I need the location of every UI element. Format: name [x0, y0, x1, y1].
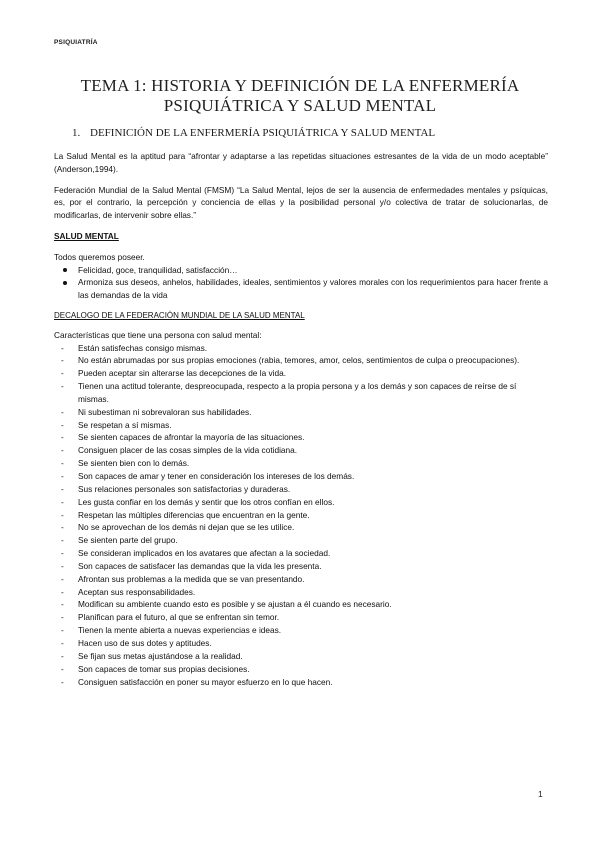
bullet-item: Armoniza sus deseos, anhelos, habilidades, ideales, sentimientos y valores morales con los requerimientos para hacer frente a las demandas de la vida [54, 276, 548, 302]
decalogo-item: - Son capaces de satisfacer las demandas que la vida les presenta. [54, 560, 548, 573]
document-body [54, 150, 548, 688]
page-title-line-1: TEMA 1: HISTORIA Y DEFINICIÓN DE LA ENFERMERÍA [80, 76, 520, 95]
decalogo-intro: Características que tiene una persona con salud mental: [54, 329, 262, 340]
decalogo-item: - Planifican para el futuro, al que se enfrentan sin temor. [54, 611, 548, 624]
decalogo-item: - Se consideran implicados en los avatares que afectan a la sociedad. [54, 547, 548, 560]
running-header: PSIQUIATRÍA [54, 39, 98, 46]
page-title-line-2: PSIQUIÁTRICA Y SALUD MENTAL [163, 96, 437, 115]
decalogo-item: - Se fijan sus metas ajustándose a la realidad. [54, 650, 548, 663]
decalogo-item: - Les gusta confiar en los demás y sentir que los otros confían en ellos. [54, 496, 548, 509]
decalogo-item: - Se respetan a sí mismas. [54, 419, 548, 432]
definition-paragraph: La Salud Mental es la aptitud para “afrontar y adaptarse a las repetidas situaciones estresantes de la vida de un modo aceptable” (Anderson,1994). [54, 151, 548, 174]
salud-mental-bullet-list [54, 264, 548, 302]
decalogo-item: - Hacen uso de sus dotes y aptitudes. [54, 637, 548, 650]
bullet-item: Felicidad, goce, tranquilidad, satisfacción… [54, 264, 548, 277]
decalogo-item: - No están abrumadas por sus propias emociones (rabia, temores, amor, celos, sentimientos de culpa o preocupaciones). [54, 354, 548, 367]
decalogo-item: - Se sienten parte del grupo. [54, 534, 548, 547]
decalogo-item: - Están satisfechas consigo mismas. [54, 342, 548, 355]
decalogo-item: - Son capaces de tomar sus propias decisiones. [54, 663, 548, 676]
page-title [40, 76, 560, 116]
decalogo-item: - Sus relaciones personales son satisfactorias y duraderas. [54, 483, 548, 496]
decalogo-item: - Respetan las múltiples diferencias que encuentran en la gente. [54, 509, 548, 522]
decalogo-item: - Son capaces de amar y tener en consideración los intereses de los demás. [54, 470, 548, 483]
salud-mental-heading: SALUD MENTAL [54, 230, 119, 241]
decalogo-item: - Consiguen placer de las cosas simples de la vida cotidiana. [54, 444, 548, 457]
section-number: 1. [72, 127, 81, 139]
decalogo-item: - Se sienten bien con lo demás. [54, 457, 548, 470]
page-number: 1 [538, 789, 543, 799]
fmsm-paragraph: Federación Mundial de la Salud Mental (FMSM) “La Salud Mental, lejos de ser la ausencia de enfermedades mentales y psíquicas, es, por el contrario, la percepción y conciencia de ellas y la posibilidad personal y/o colectiva de tratar de solucionarlas, de modificarlas, de intervenir sobre ellas.” [54, 184, 548, 221]
decalogo-item: - Tienen la mente abierta a nuevas experiencias e ideas. [54, 624, 548, 637]
decalogo-item: - Pueden aceptar sin alterarse las decepciones de la vida. [54, 367, 548, 380]
decalogo-item: - Modifican su ambiente cuando esto es posible y se ajustan a él cuando es necesario. [54, 598, 548, 611]
decalogo-item: - No se aprovechan de los demás ni dejan que se les utilice. [54, 521, 548, 534]
decalogo-item: - Afrontan sus problemas a la medida que se van presentando. [54, 573, 548, 586]
decalogo-item: - Aceptan sus responsabilidades. [54, 586, 548, 599]
decalogo-list [54, 342, 548, 689]
decalogo-item: - Tienen una actitud tolerante, despreocupada, respecto a la propia persona y a los demás y son capaces de reírse de sí mismas. [54, 380, 548, 406]
section-heading [72, 126, 552, 140]
decalogo-item: - Ni subestiman ni sobrevaloran sus habilidades. [54, 406, 548, 419]
section-heading-text: DEFINICIÓN DE LA ENFERMERÍA PSIQUIÁTRICA Y SALUD MENTAL [90, 127, 436, 139]
salud-mental-intro: Todos queremos poseer. [54, 251, 145, 262]
decalogo-item: - Consiguen satisfacción en poner su mayor esfuerzo en lo que hacen. [54, 676, 548, 689]
decalogo-heading: DECALOGO DE LA FEDERACIÓN MUNDIAL DE LA SALUD MENTAL [54, 310, 305, 320]
decalogo-item: - Se sienten capaces de afrontar la mayoría de las situaciones. [54, 431, 548, 444]
